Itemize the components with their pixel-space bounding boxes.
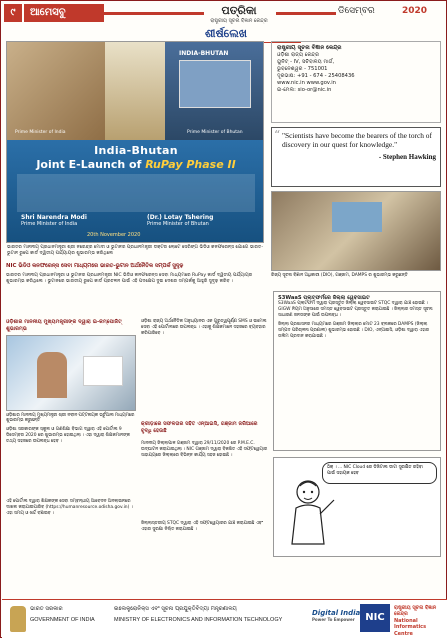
center-article-body: ଓଡ଼ିଶା ରାଜ୍ୟ ଅର୍ଥନୈତିକ ଅନୁଧ୍ୟାନର ଏକ ଗୁରୁତ୍ୱପୂର୍ଣ୍ଣ SMS ଓ ଇମେଲ ସେବା ଏହି ପୋର୍ଟାଲରେ ଉପଲବ୍ଧ । ଏହାକୁ ଶିକ୍ଷକମାନେ ସହଜରେ ବ୍ୟବହାର କରିପାରିବେ । [141,319,267,336]
ministry-odia: ଇଲେକ୍ଟ୍ରୋନିକ୍ସ ଏବଂ ସୂଚନା ପ୍ରଯୁକ୍ତିବିଦ୍ୟା ମନ୍ତ୍ରଣାଳୟ [114,606,237,612]
ecomposite-body-2: ଏହି ପୋର୍ଟାଲ ଦ୍ୱାରା ଶିକ୍ଷକଙ୍କ ସେବା ସମ୍ବନ୍ଧୀୟ ଆବେଦନ ଅନଲାଇନରେ ଦାଖଲ କରାଯାଇପାରିବ (https://humanresource.odisha.gov.in) । ଏହା ସମୟ ଓ ଖର୍ଚ୍ଚ ବଞ୍ଚାଇବ । [6,499,133,516]
address-web[interactable]: www.nic.in www.gov.in [277,80,336,86]
nic-article-body: ଭାରତର ମାନନୀୟ ପ୍ରଧାନମନ୍ତ୍ରୀ ଓ ଭୁଟାନର ପ୍ରଧାନମନ୍ତ୍ରୀ NIC ଭିଡିଓ କନଫରେନ୍ସ ସେବା ମାଧ୍ୟମରେ RuPay କାର୍ଡ ଦ୍ୱିତୀୟ ପର୍ଯ୍ୟାୟର ଶୁଭାରମ୍ଭ କରିଥିଲେ । ଭୁଟାନରେ ଭାରତୀୟ ରୁପେ କାର୍ଡ ପ୍ରଚଳନ ପାଇଁ ଏହି ପଦକ୍ଷେପ ଦୁଇ ଦେଶର ସମ୍ପର୍କକୁ ଆହୁରି ସୁଦୃଢ଼ କରିବ । [6,273,253,285]
address-box [271,41,441,123]
lead-photo [6,41,264,243]
cartoon-speech-bubble: ଠିକ୍ । ... NIC Cloud ରେ ଡିଜିଟାଲ ଡାଟା ସୁରକ୍ଷିତ ରହିବା ପାଇଁ ସହାୟକ ହେବ [322,462,437,484]
masthead-title: ପତ୍ରିକା [221,4,257,17]
banner-portraits [17,174,255,212]
masthead [204,4,274,24]
masthead-subtitle: ରାଷ୍ଟ୍ରୀୟ ସୂଚନା ବିଜ୍ଞାନ କେନ୍ଦ୍ର [210,18,268,24]
banner-line2 [25,158,247,171]
photo-bhutan-pm [165,42,264,140]
banner-rupay: RuPay Phase II [145,158,236,171]
national-emblem-icon [10,606,26,632]
lead-photo-caption: ଭାରତର ମାନନୀୟ ପ୍ରଧାନମନ୍ତ୍ରୀ ଶ୍ରୀ ନରେନ୍ଦ୍ର ମୋଦୀ ଓ ଭୁଟାନର ପ୍ରଧାନମନ୍ତ୍ରୀ ଡକ୍ଟର ଲୋଟେ ସେରିଙ୍ଗ ଭିଡିଓ କନଫରେନ୍ସ ଯୋଗେ ଭାରତ-ଭୁଟାନ ରୁପେ କାର୍ଡ ଦ୍ୱିତୀୟ ପର୍ଯ୍ୟାୟର ଶୁଭାରମ୍ଭ କରିଥିଲେ [7,245,263,256]
cartoon-man-icon [282,476,338,546]
digital-india-logo [312,609,360,622]
banner-date: 20th November 2020 [87,232,141,238]
cloud-cartoon [273,457,441,557]
cm-photo-caption: ଓଡ଼ିଶାର ମାନନୀୟ ମୁଖ୍ୟମନ୍ତ୍ରୀ ଶ୍ରୀ ନବୀନ ପଟ୍ଟନାୟକ ଭର୍ଚୁଆଲ ମାଧ୍ୟମରେ ଶୁଭାରମ୍ଭ କରୁଛନ୍ତି [6,413,135,424]
nic-name-odia: ରାଷ୍ଟ୍ରୀୟ ସୂଚନା ବିଜ୍ଞାନ କେନ୍ଦ୍ର [394,605,437,618]
banner-right-person [147,214,213,227]
launch-banner [7,140,264,243]
right-name: (Dr.) Lotay Tshering [147,214,214,221]
address-line: ଓଡ଼ିଶା ରାଜ୍ୟ କେନ୍ଦ୍ର [277,52,320,58]
sports-article-body-2: ଜିଲ୍ଲାସ୍ତରୀୟ STQC ଦ୍ୱାରା ଏହି ସଫ୍ଟୱେୟାରର ଯାଞ୍ଚ କରାଯାଇଛି ଏବଂ ଏହାର ସୁରକ୍ଷା ନିଶ୍ଚିତ କରାଯାଇଛି । [141,521,263,532]
header-rule-right [276,12,336,15]
digital-india-tagline: Power To Empower [312,617,355,622]
cm-monitor [83,356,123,386]
cm-photo [6,335,136,411]
nic-article-title: NIC ଭିଡିଓ କନଫରେନ୍ସ ସେବା ମାଧ୍ୟମରେ ଭାରତ-ଭୁଟାନ ଅର୍ଥନୈତିକ ସମ୍ପର୍କ ସୁଦୃଢ଼ [6,263,184,269]
issue-month: ଡିସେମ୍ବର [338,6,375,16]
issue-year: 2020 [402,6,428,16]
photo-monitor [179,60,251,108]
address-phone: ଦୂରଭାଷ: +91 - 674 - 25408436 [277,73,355,79]
address-line: ୟୁନିଟ୍ - IV, ସଚିବାଳୟ ମାର୍ଗ, [277,59,335,65]
gov-english: GOVERNMENT OF INDIA [30,617,95,623]
banner-left-person [21,214,87,227]
left-role: Prime Minister of India [21,221,78,227]
damps-screen [332,202,382,232]
sports-article-body: ମାନନୀୟ ଜିଲ୍ଲାପାଳ ଗଞ୍ଜାମ ଦ୍ୱାରା 29/11/2020 ରେ P.M.E.C. ଉଦ୍‌ଘାଟନ କରାଯାଇଥିଲା । NIC ଗଞ୍ଜାମ ଦ୍ୱାରା ବିକଶିତ ଏହି ସଫ୍ଟୱେୟାର ସାହାଯ୍ୟରେ ଜିଲ୍ଲାରେ ବିଭିନ୍ନ କାର୍ଯ୍ୟ ସହଜ ହୋଇଛି । [141,441,268,458]
nic-name-english: National Informatics Centre [394,617,427,637]
cm-figure [37,352,67,398]
photo-top-label: INDIA-BHUTAN [179,50,229,57]
page-number: ୯ [4,4,22,22]
banner-line2-prefix: Joint E-Launch of [36,158,146,171]
photo-screen [105,42,165,140]
header-rule [104,12,204,15]
address-email[interactable]: ଇ-ମେଲ: sio-or@nic.in [277,87,332,93]
quote-author: - Stephen Hawking [378,153,436,161]
section-title: ଶୀର୍ଷଲେଖ [151,27,301,43]
right-role: Prime Minister of Bhutan [147,221,209,227]
digital-india-text: Digital India [312,609,361,617]
quote-box [271,127,441,187]
nic-full-name [394,605,446,637]
damps-caption: ରିଜ୍ୟ ସୂଚନା ବିଜ୍ଞାନ ଅଧିକାରୀ (DIO), ଗଞ୍ଜାମ, DAMPS ର ଶୁଭାରମ୍ଭ କରୁଛନ୍ତି [271,273,408,278]
photo-india-pm [7,42,105,140]
nic-logo: NIC [360,604,390,632]
address-head: ରାଷ୍ଟ୍ରୀୟ ସୂଚନା ବିଜ୍ଞାନ କେନ୍ଦ୍ର [277,45,342,51]
address-line: ଭୁବନେଶ୍ୱର - 751001 [277,66,328,72]
section-label: ଆମେସବୁ [24,4,104,22]
gov-odia: ଭାରତ ସରକାର [30,606,63,612]
damps-photo [271,191,441,271]
s3waas-title: S3WaaS ପ୍ଲାଟଫର୍ମରେ ଜିଲ୍ଲା ୱେବସାଇଟ [278,295,370,301]
page-footer [2,599,447,638]
ministry-english: MINISTRY OF ELECTRONICS AND INFORMATION TECHNOLOGY [114,617,283,623]
left-name: Shri Narendra Modi [21,214,87,221]
ecomposite-body: ଓଡ଼ିଶା ସରକାରଙ୍କ ସ୍କୁଲ ଓ ଗଣଶିକ୍ଷା ବିଭାଗ ଦ୍ୱାରା ଏହି ପୋର୍ଟାଲ 9 ଡିସେମ୍ବର 2020 ରେ ଶୁଭାରମ୍ଭ ହୋଇଥିଲା । ଏହା ଦ୍ୱାରା ଶିକ୍ଷକମାନଙ୍କ ତଥ୍ୟ ସହଜରେ ଉପଲବ୍ଧ ହେବ । [6,427,130,444]
damps-body: ଜିଲ୍ଲା ପ୍ରଶାସନର ମାଧ୍ୟମରେ ଗଞ୍ଜାମ ଜିଲ୍ଲାର ମୋଟ 23 ବ୍ଲକରେ DAMPS (ଜିଲ୍ଲା ସମ୍ପଦ ପରିଚାଳନା ପ୍ରଣାଳୀ) ଶୁଭାରମ୍ଭ ହୋଇଛି । DIO, ଏନ୍‌ଆଇସି, ଓଡ଼ିଶା ଦ୍ୱାରା ଏହାର ତାଲିମ ପ୍ରଦାନ କରାଯାଇଛି । [278,322,430,339]
quote-text: "Scientists have become the bearers of the torch of discovery in our quest for knowledge." [282,131,432,149]
sports-article-title: କ୍ରୀଡ଼ାରେ ସଫଳତାର ସହିତ ଏନ୍‌ଆଇସି, ଗଞ୍ଜାମ ଜରିଆରେ ବୃଦ୍ଧି ହେଉଛି [141,421,258,434]
s3waas-body: S3WaaS ପ୍ଲାଟଫର୍ମ ଦ୍ୱାରା ପ୍ରସ୍ତୁତ ଜିଲ୍ଲା ୱେବସାଇଟ STQC ଦ୍ୱାରା ଯାଞ୍ଚ ହୋଇଛି । GIGW ନିୟମ ଅନୁସାରେ ସମସ୍ତ ୱେବସାଇଟ ପ୍ରସ୍ତୁତ କରାଯାଇଛି । ଜିଲ୍ଲାର ସମସ୍ତ ସୂଚନା ସାଧାରଣ ଜନତାଙ୍କ ପାଇଁ ଉପଲବ୍ଧ । [278,301,433,318]
ecomposite-title: ଓଡ଼ିଶାର ମାନନୀୟ ମୁଖ୍ୟମନ୍ତ୍ରୀଙ୍କ ଦ୍ୱାରା ଇ-କମ୍ପୋଜିଟ୍ ଶୁଭାରମ୍ଭ [6,319,122,332]
photo-caption-left: Prime Minister of India [15,130,66,135]
quote-mark-icon: “ [274,128,281,142]
s3waas-box [273,291,441,451]
banner-line1: India-Bhutan [94,144,178,157]
photo-caption-right: Prime Minister of Bhutan [187,130,243,135]
